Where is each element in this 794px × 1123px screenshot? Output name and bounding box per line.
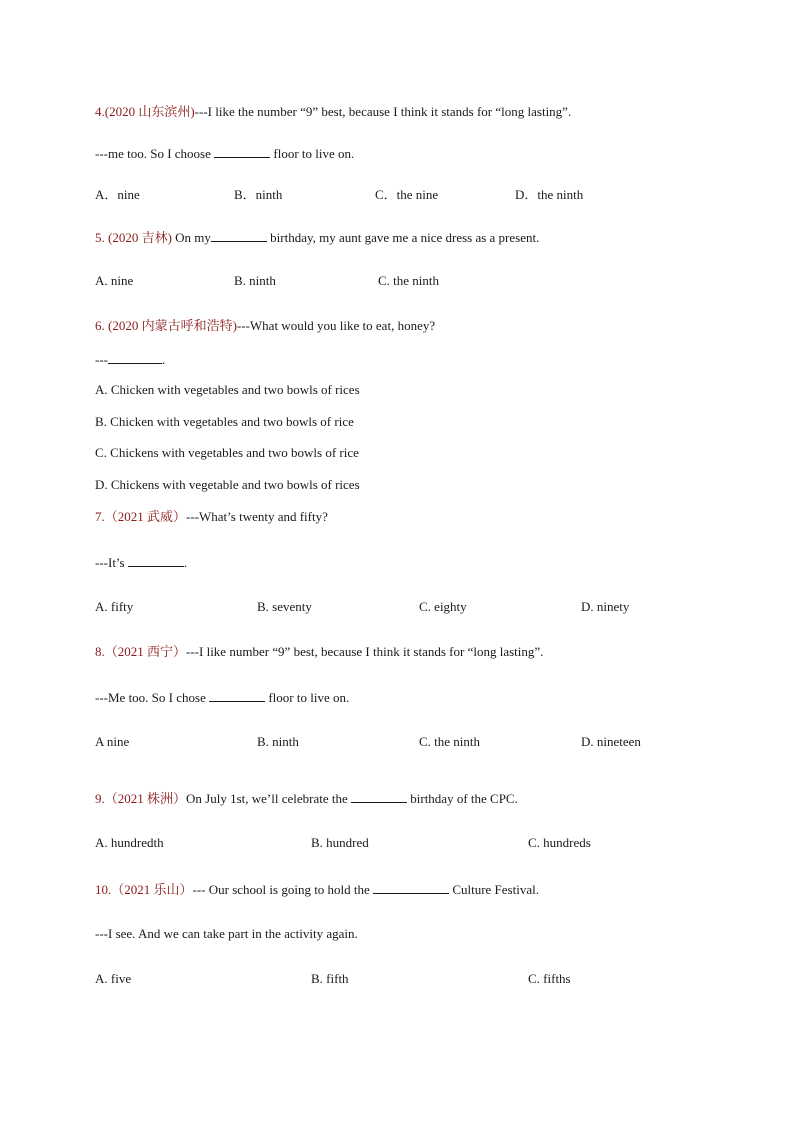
- question-source: （2021 乐山）: [111, 882, 193, 897]
- question-text: ---I like the number “9” best, because I think it stands for “long lasting”.: [194, 104, 572, 119]
- answer-blank[interactable]: [373, 881, 449, 894]
- question-9-stem: [95, 790, 518, 807]
- option-b[interactable]: B. fifth: [311, 971, 349, 986]
- option-c[interactable]: C. Chickens with vegetables and two bowls of rice: [95, 445, 359, 460]
- reply-text: ---Me too. So I chose: [95, 690, 210, 705]
- question-6-reply: [95, 351, 165, 368]
- option-a[interactable]: A. nine: [95, 273, 134, 288]
- question-text: Culture Festival.: [449, 882, 539, 897]
- option-d[interactable]: D. ninety: [581, 599, 630, 614]
- question-7-reply: [95, 554, 187, 571]
- option-b[interactable]: B. Chicken with vegetables and two bowls of rice: [95, 414, 354, 429]
- answer-blank[interactable]: [211, 229, 267, 242]
- option-b[interactable]: B. ninth: [257, 734, 299, 749]
- option-c[interactable]: C. fifths: [528, 971, 571, 986]
- question-5-stem: [95, 229, 539, 246]
- question-10-stem: [95, 881, 539, 898]
- question-6-stem: [95, 318, 435, 334]
- question-number: 8.: [95, 644, 105, 659]
- question-text: On my: [171, 230, 211, 245]
- option-a[interactable]: A. five: [95, 971, 132, 986]
- question-text: birthday, my aunt gave me a nice dress as a present.: [266, 230, 540, 245]
- option-d[interactable]: D. nineteen: [581, 734, 641, 749]
- question-source: （2021 株洲）: [104, 791, 187, 806]
- question-source: (2020 山东滨州): [104, 104, 195, 119]
- question-10-reply: ---I see. And we can take part in the activity again.: [95, 926, 358, 941]
- option-d[interactable]: D．the ninth: [515, 187, 584, 202]
- option-c[interactable]: C. the ninth: [378, 273, 440, 288]
- question-text: ---What would you like to eat, honey?: [236, 318, 436, 333]
- question-8-reply: [95, 689, 349, 706]
- option-b[interactable]: B. hundred: [311, 835, 369, 850]
- option-b[interactable]: B. ninth: [234, 273, 276, 288]
- option-c[interactable]: C. hundreds: [528, 835, 591, 850]
- reply-text: floor to live on.: [265, 690, 350, 705]
- answer-blank[interactable]: [209, 689, 265, 702]
- question-number: 10.: [95, 882, 112, 897]
- answer-blank[interactable]: [351, 790, 407, 803]
- question-text: On July 1st, we’ll celebrate the: [186, 791, 351, 806]
- question-source: (2020 吉林): [108, 230, 172, 245]
- question-text: birthday of the CPC.: [407, 791, 518, 806]
- question-4-reply: [95, 145, 354, 162]
- option-a[interactable]: A．nine: [95, 187, 140, 202]
- option-c[interactable]: C. eighty: [419, 599, 467, 614]
- answer-blank[interactable]: [108, 351, 162, 364]
- question-7-stem: [95, 509, 328, 525]
- option-d[interactable]: D. Chickens with vegetable and two bowls of rices: [95, 477, 360, 492]
- reply-text: ---It’s: [95, 555, 128, 570]
- reply-text: .: [183, 555, 188, 570]
- option-b[interactable]: B．ninth: [234, 187, 283, 202]
- answer-blank[interactable]: [128, 554, 184, 567]
- question-4-stem: [95, 104, 571, 120]
- question-number: 6.: [95, 318, 108, 333]
- question-text: --- Our school is going to hold the: [192, 882, 374, 897]
- question-number: 9.: [95, 791, 105, 806]
- question-text: ---I like number “9” best, because I think it stands for “long lasting”.: [186, 644, 544, 659]
- question-source: (2020 内蒙古呼和浩特): [108, 318, 237, 333]
- question-source: （2021 武威）: [104, 509, 187, 524]
- reply-text: floor to live on.: [270, 146, 355, 161]
- question-number: 4.: [95, 104, 105, 119]
- option-a[interactable]: A. Chicken with vegetables and two bowls of rices: [95, 382, 360, 397]
- question-text: ---What’s twenty and fifty?: [186, 509, 328, 524]
- question-number: 5.: [95, 230, 108, 245]
- option-c[interactable]: C．the nine: [375, 187, 439, 202]
- option-b[interactable]: B. seventy: [257, 599, 312, 614]
- option-a[interactable]: A nine: [95, 734, 130, 749]
- option-c[interactable]: C. the ninth: [419, 734, 481, 749]
- question-number: 7.: [95, 509, 105, 524]
- option-a[interactable]: A. fifty: [95, 599, 134, 614]
- option-a[interactable]: A. hundredth: [95, 835, 164, 850]
- reply-text: .: [162, 352, 166, 367]
- answer-blank[interactable]: [214, 145, 270, 158]
- question-source: （2021 西宁）: [104, 644, 187, 659]
- reply-text: ---me too. So I choose: [95, 146, 215, 161]
- question-8-stem: [95, 644, 543, 660]
- reply-text: ---: [95, 352, 108, 367]
